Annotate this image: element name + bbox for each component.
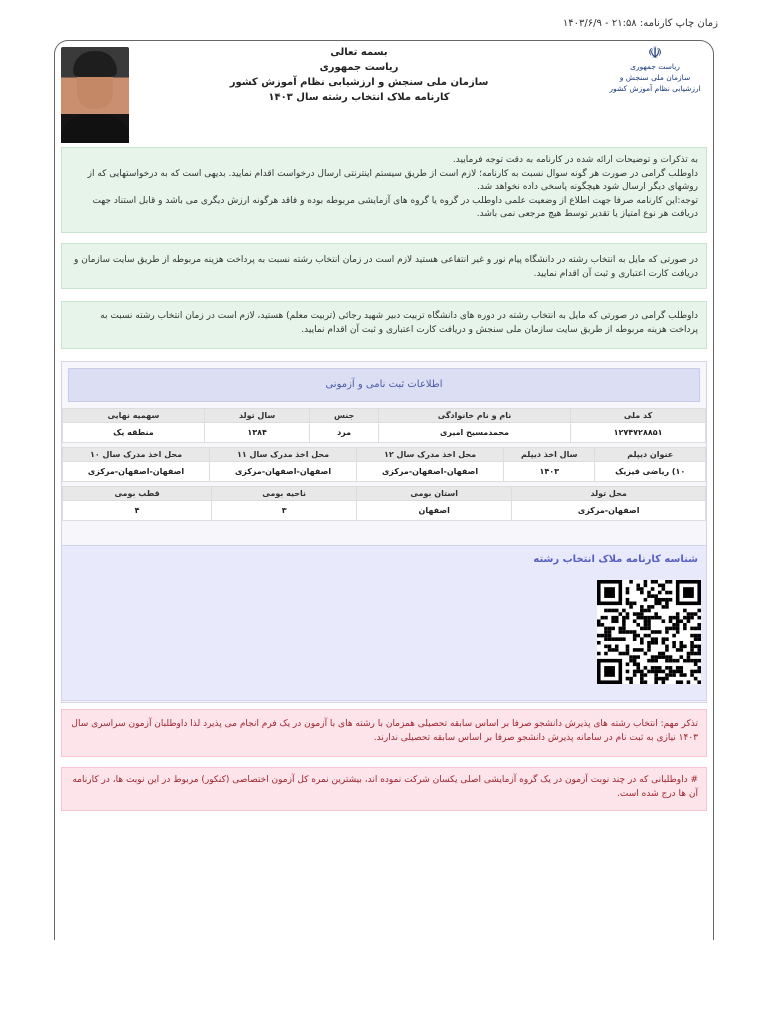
registration-section-title: اطلاعات ثبت نامی و آزمونی [68, 368, 700, 402]
national-id: ۱۲۷۴۷۲۸۸۵۱ [571, 423, 706, 443]
birth-place: اصفهان-مرکزی [512, 501, 706, 521]
header-titles [205, 45, 513, 105]
multi-exam-notice: # داوطلبانی که در چند نوبت آزمون در یک گروه آزمایشی اصلی یکسان شرکت نموده اند، بیشترین نمره کل آزمون اختصاصی (کنکور) مربوط در این نوبت ها، در کارنامه آن ها درج شده است. [61, 767, 707, 811]
gender: مرد [310, 423, 378, 443]
qr-code [597, 580, 701, 684]
logo-line-2: سازمان ملی سنجش و ارزشیابی نظام آموزش کشور [609, 73, 701, 93]
notice-line-1: به تذکرات و توضیحات ارائه شده در کارنامه به دقت توجه فرمایید. [452, 155, 698, 165]
qr-section [61, 545, 707, 701]
organization-logo [605, 43, 705, 94]
diploma-year: ۱۴۰۳ [504, 462, 595, 482]
page-title: کارنامه ملاک انتخاب رشته سال ۱۴۰۳ [268, 92, 450, 103]
notice-line-3: توجه:این کارنامه صرفا جهت اطلاع از وضعیت علمی داوطلب در گروه یا گروه های آزمایشی مربوطه بوده و فاقد هرگونه ارزش دیگری می باشد و قابل استناد جهت دریافت هر نوع امتیاز یا تقدیر توسط هیچ مرجعی نمی باشد. [92, 195, 698, 219]
final-quota: منطقه یک [63, 423, 205, 443]
iran-emblem-icon: ☫ [647, 43, 663, 62]
full-name: محمدمسیح امیری [378, 423, 570, 443]
birth-year: ۱۳۸۴ [204, 423, 310, 443]
native-pole: ۴ [63, 501, 212, 521]
place-year-12: اصفهان-اصفهان-مرکزی [357, 462, 504, 482]
table-row [63, 423, 706, 443]
place-year-11: اصفهان-اصفهان-مرکزی [210, 462, 357, 482]
important-notice: تذکر مهم: انتخاب رشته های پذیرش دانشجو صرفا بر اساس سابقه تحصیلی همزمان با رشته های با آزمون در یک فرم انجام می پذیرد لذا داوطلبان آزمون سراسری سال ۱۴۰۳ نیازی به ثبت نام در سامانه پذیرش دانشجو صرفا بر اساس سابقه تحصیلی ندارند. [61, 709, 707, 757]
logo-line-1: ریاست جمهوری [630, 62, 680, 71]
identity-table: کد ملی نام و نام خانوادگی جنس سال تولد سهمیه نهایی ۱۲۷۴۷۲۸۸۵۱ محمدمسیح امیری مرد ۱۳۸۴ منطقه یک [62, 408, 706, 443]
diploma-title: ۱۰) ریاضی فیزیک [595, 462, 706, 482]
header-presidency: ریاست جمهوری [319, 62, 399, 73]
native-district: ۳ [212, 501, 357, 521]
candidate-photo [61, 47, 129, 143]
native-province: اصفهان [357, 501, 512, 521]
report-card-frame [54, 40, 714, 940]
diploma-table: عنوان دیپلم سال اخذ دیپلم محل اخذ مدرک سال ۱۲ محل اخذ مدرک سال ۱۱ محل اخذ مدرک سال ۱۰ ۱۰) ریاضی فیزیک ۱۴۰۳ اصفهان-اصفهان-مرکزی اصفهان-اصفهان-مرکزی اصفهان-اصفهان-مرکزی [62, 447, 706, 482]
farhangian-notice: داوطلب گرامی در صورتی که مایل به انتخاب رشته در دوره های دانشگاه تربیت دبیر شهید رجائی (تربیت معلم) هستید، لازم است در زمان انتخاب رشته نسبت به پرداخت هزینه مربوطه از طریق سایت سازمان ملی سنجش و دریافت کارت اعتباری و ثبت آن اقدام نمایید. [61, 301, 707, 349]
native-region-table: محل تولد استان بومی ناحیه بومی قطب بومی اصفهان-مرکزی اصفهان ۳ ۴ [62, 486, 706, 521]
qr-section-title: شناسه کارنامه ملاک انتخاب رشته [533, 554, 698, 565]
general-notice [61, 147, 707, 233]
header-organization: سازمان ملی سنجش و ارزشیابی نظام آموزش کشور [229, 77, 489, 88]
report-header [55, 41, 713, 145]
table-row [63, 501, 706, 521]
payam-noor-notice: در صورتی که مایل به انتخاب رشته در دانشگاه پیام نور و غیر انتفاعی هستید لازم است در زمان انتخاب رشته نسبت به پرداخت هزینه مربوطه از طریق سایت سازمان و دریافت کارت اعتباری و ثبت آن اقدام نمایید. [61, 243, 707, 289]
header-bismillah: بسمه تعالی [330, 47, 388, 58]
table-row [63, 462, 706, 482]
place-year-10: اصفهان-اصفهان-مرکزی [63, 462, 210, 482]
print-time: زمان چاپ کارنامه: ۲۱:۵۸ - ۱۴۰۳/۶/۹ [562, 18, 718, 29]
notice-line-2: داوطلب گرامی در صورت هر گونه سوال نسبت به کارنامه؛ لازم است از طریق سیستم اینترنتی ارسال درخواست اقدام نمایید. بدیهی است که به درخواستهایی که از روشهای دیگر ارسال شود هیچگونه پاسخی داده نخواهد شد. [87, 168, 698, 192]
